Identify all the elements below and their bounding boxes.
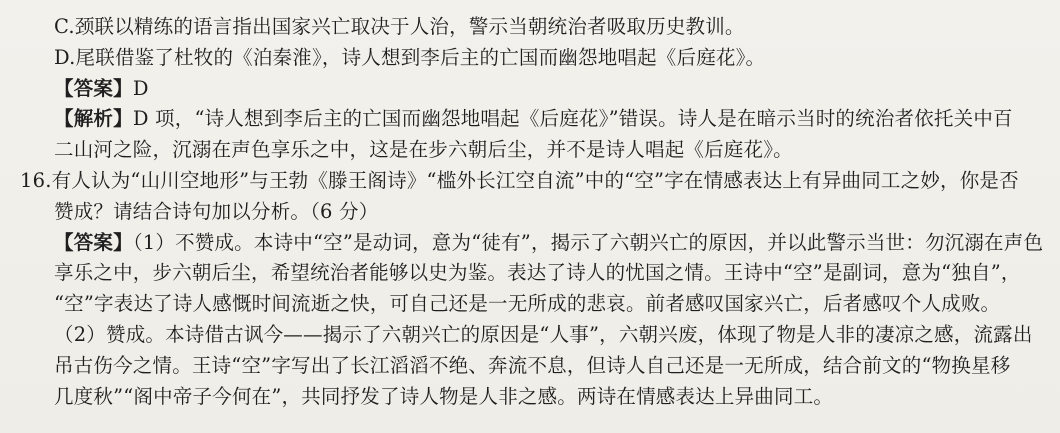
- option-c-text: C.颈联以精练的语言指出国家兴亡取决于人治，警示当朝统治者吸取历史教训。: [54, 15, 745, 38]
- answer-16-text-6: 几度秋”“阁中帝子今何在”，共同抒发了诗人物是人非之感。两诗在情感表达上异曲同工。: [54, 384, 834, 408]
- answer-16-text-2: 享乐之中，步六朝后尘，希望统治者能够以史为鉴。表达了诗人的忧国之情。王诗中“空”是副词，意为“独自”，: [54, 261, 1021, 285]
- answer-16-line-1: [54, 230, 1043, 256]
- answer-16-line-5: [54, 353, 1010, 379]
- answer-16-line-3: [54, 291, 1000, 317]
- answer-16-text-4: （2）赞成。本诗借古讽今——揭示了六朝兴亡的原因是“人事”，六朝兴废，体现了物是人非的凄凉之感，流露出: [54, 323, 1033, 346]
- answer-line-1: [54, 76, 149, 102]
- analysis-label: 【解析】: [54, 107, 133, 131]
- question-16-line-1: [20, 168, 1019, 194]
- answer-16-label: 【答案】: [54, 230, 133, 254]
- answer-16-text-3: “空”字表达了诗人感慨时间流逝之快，可自己还是一无所成的悲哀。前者感叹国家兴亡，后者感叹个人成败。: [54, 292, 1001, 316]
- answer-label: 【答案】: [54, 76, 133, 100]
- question-16-line-2: [54, 199, 378, 225]
- option-c-line: [54, 14, 745, 40]
- question-16-text-2: 赞成？请结合诗句加以分析。（6 分）: [54, 199, 379, 223]
- answer-16-text-5: 吊古伤今之情。王诗“空”字写出了长江滔滔不绝、奔流不息，但诗人自己还是一无所成，结合前文的“物换星移: [54, 353, 1011, 377]
- answer-value: D: [132, 76, 149, 100]
- analysis-text-1: D 项，“诗人想到李后主的亡国而幽怨地唱起《后庭花》”错误。诗人是在暗示当时的统治者依托关中百: [132, 107, 1013, 131]
- analysis-line-1: [54, 106, 1013, 132]
- answer-16-text-1: （1）不赞成。本诗中“空”是动词，意为“徒有”，揭示了六朝兴亡的原因，并以此警示当世：勿沉溺在声色: [132, 230, 1044, 254]
- analysis-text-2: 二山河之险，沉溺在声色享乐之中，这是在步六朝后尘，并不是诗人唱起《后庭花》。: [54, 138, 793, 162]
- analysis-line-2: [54, 137, 793, 163]
- answer-16-line-2: [54, 260, 1021, 286]
- option-d-line: [54, 45, 765, 71]
- option-d-text: D.尾联借鉴了杜牧的《泊秦淮》，诗人想到李后主的亡国而幽怨地唱起《后庭花》。: [54, 45, 766, 69]
- answer-16-line-4: [54, 322, 1033, 348]
- answer-16-line-6: [54, 384, 833, 410]
- question-16-text-1: 16.有人认为“山川空地形”与王勃《滕王阁诗》“槛外长江空自流”中的“空”字在情感表达上有异曲同工之妙，你是否: [20, 169, 1019, 192]
